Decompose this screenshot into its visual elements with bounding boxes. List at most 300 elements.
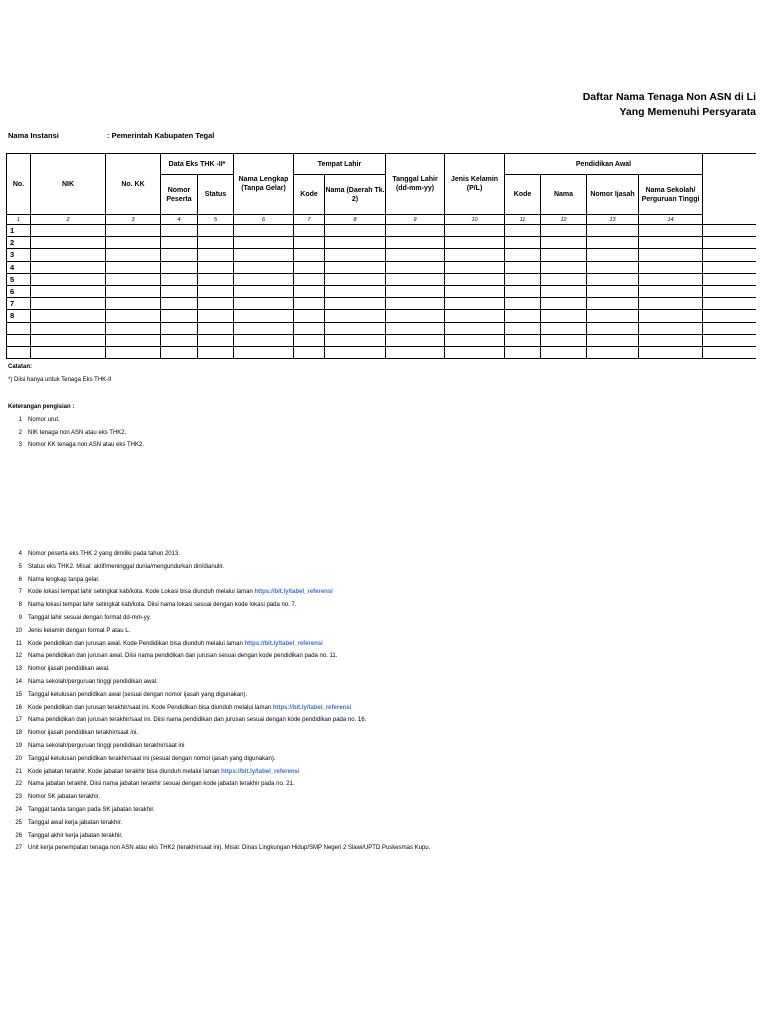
referensi-link[interactable]: https://bit.ly/tabel_referensi: [221, 768, 300, 775]
table-cell: [587, 249, 639, 261]
keterangan-text: Nomor urut.: [28, 417, 60, 423]
table-cell: [445, 225, 505, 237]
table-cell: [703, 346, 756, 358]
referensi-link[interactable]: https://bit.ly/tabel_referensi: [244, 640, 323, 647]
table-cell: [294, 225, 325, 237]
keterangan-text: Nomor SK jabatan terakhir.: [28, 794, 101, 801]
table-cell: [31, 322, 106, 334]
keterangan-item: [8, 730, 138, 736]
table-cell: [639, 237, 703, 249]
instansi-value: : Pemerintah Kabupaten Tegal: [107, 131, 215, 140]
header-nomor-ijasah: Nomor Ijasah: [587, 175, 639, 215]
table-cell: [234, 346, 294, 358]
keterangan-number: 15: [15, 691, 22, 698]
keterangan-text: Jenis kelamin dengan format P atau L.: [28, 627, 131, 634]
table-cell: [31, 249, 106, 261]
table-cell: [505, 298, 541, 310]
table-cell: [541, 225, 587, 237]
keterangan-item: [8, 756, 276, 762]
table-cell: [161, 225, 198, 237]
keterangan-item: [8, 564, 224, 570]
table-cell: [106, 298, 161, 310]
table-row: [7, 298, 756, 310]
referensi-link[interactable]: https://bit.ly/tabel_referensi: [272, 704, 352, 711]
table-cell: [234, 334, 294, 346]
table-cell: [31, 334, 106, 346]
table-cell: [325, 225, 386, 237]
keterangan-label: Keterangan pengisian :: [8, 404, 75, 410]
table-cell: [541, 334, 587, 346]
keterangan-number: 1: [18, 417, 22, 423]
keterangan-item: [8, 442, 144, 448]
table-cell: [445, 346, 505, 358]
keterangan-number: 12: [15, 653, 22, 660]
keterangan-number: 14: [15, 679, 22, 685]
table-cell: [587, 261, 639, 273]
keterangan-number: 18: [15, 730, 22, 737]
table-cell: [294, 261, 325, 273]
keterangan-item: [8, 430, 126, 436]
table-cell: [703, 249, 756, 261]
keterangan-number: 8: [18, 602, 22, 609]
table-cell: [161, 261, 198, 273]
table-cell: [587, 273, 639, 285]
keterangan-text: Kode pendidikan dan jurusan terakhir/saat ini. Kode Pendidikan bisa diunduh melalui laman: [28, 704, 272, 711]
table-cell: [106, 273, 161, 285]
table-cell: [541, 285, 587, 297]
table-cell: [234, 261, 294, 273]
keterangan-text: Nomor ijasah pendidikan terakhir/saat ini.: [28, 730, 139, 737]
table-body: [7, 225, 756, 359]
column-number: 11: [505, 215, 541, 225]
header-tanggal-lahir: Tanggal Lahir (dd-mm-yy): [386, 154, 445, 215]
table-cell: [541, 249, 587, 261]
table-cell: [234, 237, 294, 249]
table-cell: [198, 298, 234, 310]
referensi-link[interactable]: https://bit.ly/tabel_referensi: [254, 589, 333, 596]
table-row: [7, 261, 756, 273]
table-cell: [106, 334, 161, 346]
table-cell: [161, 249, 198, 261]
table-cell: [325, 346, 386, 358]
row-number-cell: 2: [7, 237, 31, 249]
table-cell: [639, 322, 703, 334]
table-cell: [703, 273, 756, 285]
table-cell: [106, 261, 161, 273]
keterangan-text: Nama lengkap tanpa gelar.: [28, 576, 100, 583]
row-number-cell: 4: [7, 261, 31, 273]
header-pendidikan-nama: Nama: [541, 175, 587, 215]
table-cell: [31, 225, 106, 237]
keterangan-item: [8, 653, 337, 659]
keterangan-item: [8, 807, 155, 813]
table-cell: [505, 285, 541, 297]
keterangan-number: 17: [15, 717, 22, 724]
table-cell: [234, 298, 294, 310]
table-row: [7, 322, 756, 334]
table-cell: [198, 237, 234, 249]
column-number: 3: [106, 215, 161, 225]
table-cell: [294, 249, 325, 261]
table-cell: [325, 261, 386, 273]
keterangan-text: Nama pendidikan dan jurusan awal. Diisi nama pendidikan dan jurusan sesuai dengan kode pendidikan pada no. 11.: [28, 653, 338, 660]
keterangan-text: Nomor KK tenaga non ASN atau eks THK2.: [28, 442, 144, 448]
table-cell: [386, 285, 445, 297]
header-tempat-lahir: Tempat Lahir: [294, 154, 386, 175]
table-cell: [445, 298, 505, 310]
keterangan-number: 19: [15, 743, 22, 749]
column-number: 6: [234, 215, 294, 225]
header-tempat-kode: Kode: [294, 175, 325, 215]
table-cell: [541, 298, 587, 310]
keterangan-number: 4: [18, 551, 22, 557]
keterangan-item: [8, 820, 122, 826]
table-cell: [198, 285, 234, 297]
table-row: [7, 285, 756, 297]
table-cell: [386, 237, 445, 249]
table-cell: [541, 322, 587, 334]
table-cell: [294, 334, 325, 346]
keterangan-number: 27: [15, 845, 22, 852]
table-cell: [445, 249, 505, 261]
table-cell: [587, 334, 639, 346]
table-cell: [386, 249, 445, 261]
keterangan-text: Kode lokasi tempat lahir setingkat kab/kota. Kode Lokasi bisa diunduh melalui laman: [28, 589, 253, 596]
table-cell: [639, 310, 703, 322]
table-cell: [386, 322, 445, 334]
table-cell: [639, 285, 703, 297]
column-number: 1: [7, 215, 31, 225]
table-cell: [234, 225, 294, 237]
table-cell: [294, 322, 325, 334]
table-cell: [445, 285, 505, 297]
column-number: 2: [31, 215, 106, 225]
header-no-kk: No. KK: [106, 154, 161, 215]
column-number: 8: [325, 215, 386, 225]
catatan-label: Catatan:: [8, 364, 33, 370]
header-pendidikan-kode: Kode: [505, 175, 541, 215]
table-cell: [325, 273, 386, 285]
keterangan-number: 6: [18, 576, 22, 583]
table-cell: [198, 225, 234, 237]
table-cell: [703, 285, 756, 297]
column-number: 10: [445, 215, 505, 225]
header-no: No.: [7, 154, 31, 215]
table-cell: [31, 261, 106, 273]
table-cell: [703, 225, 756, 237]
table-cell: [234, 273, 294, 285]
table-cell: [505, 334, 541, 346]
table-cell: [445, 237, 505, 249]
keterangan-item: [8, 417, 60, 423]
table-cell: [234, 310, 294, 322]
keterangan-number: 26: [15, 832, 22, 839]
column-number: 4: [161, 215, 198, 225]
header-nik: NIK: [31, 154, 106, 215]
keterangan-item: [8, 743, 184, 749]
header-jenis-kelamin: Jenis Kelamin (P/L): [445, 154, 505, 215]
keterangan-text: Tanggal akhir kerja jabatan terakhir.: [28, 832, 123, 839]
header-status: Status: [198, 175, 234, 215]
table-cell: [386, 346, 445, 358]
header-nama-sekolah: Nama Sekolah/ Perguruan Tinggi: [639, 175, 703, 215]
table-cell: [325, 298, 386, 310]
table-cell: [234, 285, 294, 297]
table-cell: [386, 225, 445, 237]
table-cell: [386, 310, 445, 322]
keterangan-text: Tanggal awal kerja jabatan terakhir.: [28, 819, 123, 826]
table-cell: [31, 273, 106, 285]
table-cell: [31, 285, 106, 297]
keterangan-number: 7: [18, 589, 22, 596]
table-cell: [106, 310, 161, 322]
keterangan-text: Unit kerja penempatan tenaga non ASN atau eks THK2 (terakhir/saat ini). Misal: Dinas Lingkungan Hidup/SMP Negeri 2 Slawi/UPTD Puskesmas Kupu.: [28, 845, 431, 852]
table-cell: [161, 237, 198, 249]
keterangan-item: [8, 666, 110, 672]
document-title-line1: Daftar Nama Tenaga Non ASN di Li: [582, 91, 756, 103]
row-number-cell: 1: [7, 225, 31, 237]
table-row: [7, 334, 756, 346]
keterangan-text: Tanggal kelulusan pendidikan awal (sesuai dengan nomor ijasah yang digunakan).: [28, 691, 248, 698]
row-number-cell: 7: [7, 298, 31, 310]
keterangan-text: NIK tenaga non ASN atau eks THK2.: [28, 430, 127, 436]
table-cell: [505, 310, 541, 322]
table-cell: [294, 273, 325, 285]
keterangan-text: Nama pendidikan dan jurusan terakhir/saat ini. Diisi nama pendidikan dan jurusan sesuai dengan kode pendidikan pada no. 16.: [28, 717, 367, 724]
keterangan-item: [8, 692, 247, 698]
table-cell: [31, 298, 106, 310]
header-nomor-peserta: Nomor Peserta: [161, 175, 198, 215]
document-title-line2: Yang Memenuhi Persyarata: [619, 106, 756, 118]
table-row: [7, 249, 756, 261]
keterangan-item: [8, 589, 333, 595]
table-cell: [541, 273, 587, 285]
table-row: [7, 237, 756, 249]
row-number-cell: 3: [7, 249, 31, 261]
table-cell: [639, 273, 703, 285]
keterangan-number: 20: [15, 755, 22, 762]
table-cell: [161, 334, 198, 346]
keterangan-number: 2: [18, 430, 22, 436]
table-cell: [106, 225, 161, 237]
table-cell: [445, 310, 505, 322]
row-number-cell: 5: [7, 273, 31, 285]
table-cell: [587, 237, 639, 249]
table-cell: [505, 237, 541, 249]
table-cell: [106, 346, 161, 358]
keterangan-number: 9: [18, 615, 22, 621]
keterangan-item: [8, 602, 296, 608]
instansi-label: Nama Instansi: [8, 131, 59, 140]
keterangan-number: 13: [15, 666, 22, 673]
keterangan-text: Tanggal kelulusan pendidikan terakhir/saat ini (sesuai dengan nomor ijasah yang digunakan).: [28, 755, 276, 762]
keterangan-number: 3: [18, 442, 22, 448]
header-cut-off: [703, 154, 756, 225]
table-cell: [294, 237, 325, 249]
table-cell: [703, 261, 756, 273]
table-cell: [587, 322, 639, 334]
table-cell: [505, 346, 541, 358]
table-cell: [161, 298, 198, 310]
table-cell: [639, 346, 703, 358]
keterangan-number: 16: [15, 704, 22, 711]
keterangan-number: 24: [15, 807, 22, 813]
table-cell: [703, 310, 756, 322]
keterangan-text: Kode pendidikan dan jurusan awal. Kode Pendidikan bisa diunduh melalui laman: [28, 640, 243, 647]
table-cell: [198, 261, 234, 273]
column-number: 9: [386, 215, 445, 225]
table-cell: [703, 298, 756, 310]
keterangan-number: 11: [15, 640, 22, 647]
row-number-cell: 8: [7, 310, 31, 322]
keterangan-text: Status eks THK2. Misal: aktif/meninggal dunia/mengundurkan diri/dianulir.: [28, 563, 224, 570]
column-number: 13: [587, 215, 639, 225]
table-cell: [106, 249, 161, 261]
table-cell: [505, 322, 541, 334]
keterangan-number: 25: [15, 819, 22, 826]
table-cell: [587, 285, 639, 297]
keterangan-item: [8, 769, 300, 775]
table-cell: [587, 346, 639, 358]
keterangan-text: Nama sekolah/perguruan tinggi pendidikan terakhir/saat ini: [28, 743, 185, 749]
catatan-text: *) Diisi hanya untuk Tenaga Eks THK-II: [8, 377, 112, 383]
table-cell: [505, 225, 541, 237]
table-cell: [505, 261, 541, 273]
table-cell: [294, 285, 325, 297]
table-cell: [234, 249, 294, 261]
keterangan-text: Tanggal tanda tangan pada SK jabatan terakhir.: [28, 807, 155, 813]
table-cell: [31, 237, 106, 249]
keterangan-number: 21: [15, 768, 22, 775]
table-cell: [106, 322, 161, 334]
table-cell: [198, 310, 234, 322]
table-cell: [161, 346, 198, 358]
header-nama-daerah: Nama (Daerah Tk. 2): [325, 175, 386, 215]
keterangan-text: Nama lokasi tempat lahir setingkat kab/kota. Diisi nama lokasi sesuai dengan kode lokasi pada no. 7.: [28, 602, 297, 609]
table-cell: [325, 237, 386, 249]
table-cell: [445, 273, 505, 285]
table-cell: [325, 334, 386, 346]
table-cell: [587, 298, 639, 310]
table-cell: [703, 322, 756, 334]
row-number-cell: [7, 334, 31, 346]
keterangan-item: [8, 717, 366, 723]
table-cell: [161, 285, 198, 297]
row-number-cell: [7, 322, 31, 334]
table-cell: [386, 261, 445, 273]
keterangan-item: [8, 794, 100, 800]
table-cell: [198, 334, 234, 346]
table-cell: [31, 346, 106, 358]
table-cell: [541, 310, 587, 322]
table-cell: [639, 249, 703, 261]
header-pendidikan-awal: Pendidikan Awal: [505, 154, 703, 175]
table-cell: [198, 322, 234, 334]
table-cell: [505, 249, 541, 261]
keterangan-item: [8, 641, 323, 647]
keterangan-text: Tanggal lahir sesuai dengan format dd-mm-yy.: [28, 615, 151, 621]
header-data-eks-thk: Data Eks THK -II*: [161, 154, 234, 175]
keterangan-item: [8, 615, 151, 621]
keterangan-item: [8, 781, 295, 787]
table-cell: [386, 273, 445, 285]
table-cell: [445, 261, 505, 273]
table-cell: [198, 273, 234, 285]
table-cell: [198, 249, 234, 261]
header-nama-lengkap: Nama Lengkap (Tanpa Gelar): [234, 154, 294, 215]
table-cell: [386, 298, 445, 310]
table-cell: [639, 334, 703, 346]
table-cell: [639, 298, 703, 310]
table-cell: [541, 237, 587, 249]
table-cell: [505, 273, 541, 285]
row-number-cell: [7, 346, 31, 358]
table-cell: [161, 310, 198, 322]
keterangan-text: Nama sekolah/perguruan tinggi pendidikan awal.: [28, 679, 158, 685]
keterangan-number: 5: [18, 563, 22, 570]
table-cell: [445, 322, 505, 334]
keterangan-item: [8, 679, 158, 685]
table-cell: [161, 322, 198, 334]
table-row: [7, 225, 756, 237]
table-cell: [587, 310, 639, 322]
column-number: 14: [639, 215, 703, 225]
keterangan-text: Kode jabatan terakhir. Kode jabatan terakhir bisa diunduh melalui laman: [28, 768, 220, 775]
table-cell: [294, 298, 325, 310]
keterangan-item: [8, 833, 123, 839]
table-cell: [587, 225, 639, 237]
table-cell: [386, 334, 445, 346]
keterangan-item: [8, 628, 130, 634]
keterangan-text: Nomor ijasah pendidikan awal.: [28, 666, 110, 673]
table-cell: [541, 346, 587, 358]
keterangan-text: Nama jabatan terakhir. Diisi nama jabatan terakhir sesuai dengan kode jabatan terakhir pada no. 21.: [28, 781, 295, 788]
table-cell: [639, 225, 703, 237]
keterangan-item: [8, 551, 180, 557]
keterangan-item: [8, 705, 351, 711]
column-number: 12: [541, 215, 587, 225]
table-row: [7, 346, 756, 358]
table-cell: [198, 346, 234, 358]
keterangan-text: Nomor peserta eks THK 2 yang dimiliki pada tahun 2013.: [28, 551, 180, 557]
table-row: [7, 273, 756, 285]
table-cell: [106, 237, 161, 249]
table-cell: [294, 310, 325, 322]
table-row: [7, 310, 756, 322]
table-cell: [161, 273, 198, 285]
table-cell: [106, 285, 161, 297]
table-cell: [325, 249, 386, 261]
column-number: 7: [294, 215, 325, 225]
keterangan-item: [8, 577, 100, 583]
instansi-row: [8, 131, 214, 140]
table-cell: [325, 322, 386, 334]
row-number-cell: 6: [7, 285, 31, 297]
table-cell: [325, 310, 386, 322]
table-cell: [234, 322, 294, 334]
table-cell: [294, 346, 325, 358]
table-cell: [639, 261, 703, 273]
keterangan-number: 22: [15, 781, 22, 788]
table-cell: [541, 261, 587, 273]
keterangan-number: 10: [15, 627, 22, 634]
keterangan-item: [8, 845, 430, 851]
table-cell: [703, 237, 756, 249]
table-cell: [31, 310, 106, 322]
table-cell: [325, 285, 386, 297]
table-cell: [703, 334, 756, 346]
table-cell: [445, 334, 505, 346]
